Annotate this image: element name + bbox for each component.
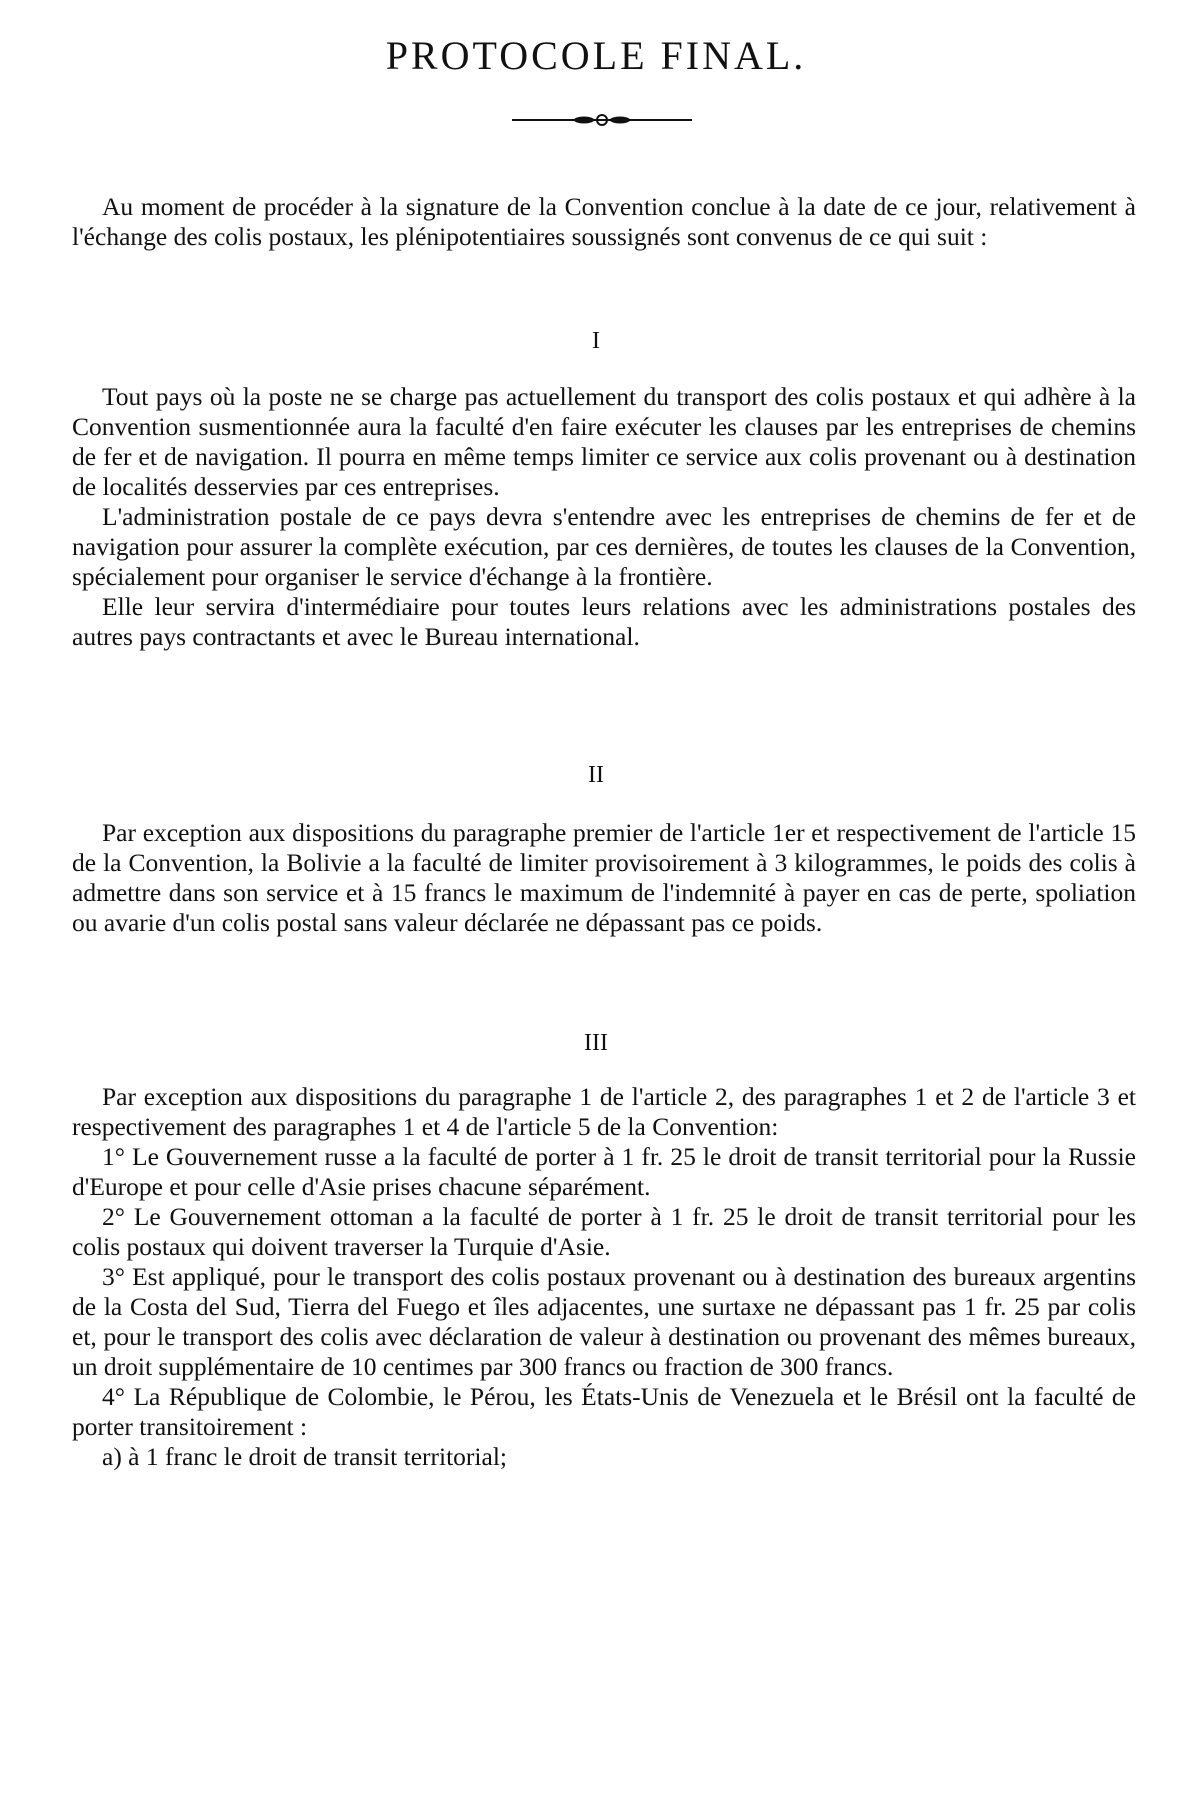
page-title: PROTOCOLE FINAL. — [385, 33, 807, 78]
section-number: II — [588, 762, 604, 788]
section-number: III — [584, 1030, 608, 1056]
section-1-paragraph-2: L'administration postale de ce pays devra s'entendre avec les entreprises de chemins de fer et de navigation pour assurer la complète exécution, par ces dernières, de toutes les clauses de la Convention, spécialement pour organiser le service d'échange à la frontière. — [72, 502, 1136, 591]
section-3-item-4: 4° La République de Colombie, le Pérou, les États-Unis de Venezuela et le Brésil ont la faculté de porter transitoirement : — [72, 1382, 1136, 1441]
section-1-paragraph-3: Elle leur servira d'intermédiaire pour toutes leurs relations avec les administrations postales des autres pays contractants et avec le Bureau international. — [72, 592, 1136, 651]
section-3-subitem-a: a) à 1 franc le droit de transit territorial; — [102, 1442, 507, 1471]
section-3-item-1: 1° Le Gouvernement russe a la faculté de porter à 1 fr. 25 le droit de transit territorial pour la Russie d'Europe et pour celle d'Asie prises chacune séparément. — [72, 1142, 1136, 1201]
section-number: I — [592, 328, 600, 354]
section-2-paragraph-1: Par exception aux dispositions du paragraphe premier de l'article 1er et respectivement de l'article 15 de la Convention, la Bolivie a la faculté de limiter provisoirement à 3 kilogrammes, le poids des colis à admettre dans son service et à 15 francs le maximum de l'indemnité à payer en cas de perte, spoliation ou avarie d'un colis postal sans valeur déclarée ne dépassant pas ce poids. — [72, 818, 1136, 937]
section-3-item-2: 2° Le Gouvernement ottoman a la faculté de porter à 1 fr. 25 le droit de transit territorial pour les colis postaux qui doivent traverser la Turquie d'Asie. — [72, 1202, 1136, 1261]
section-1-body — [72, 382, 1136, 652]
section-3-body — [72, 1082, 1136, 1472]
section-3-item-3: 3° Est appliqué, pour le transport des colis postaux provenant ou à destination des bureaux argentins de la Costa del Sud, Tierra del Fuego et îles adjacentes, une surtaxe ne dépassant pas 1 fr. 25 par colis et, pour le transport des colis avec déclaration de valeur à destination ou provenant des mêmes bureaux, un droit supplémentaire de 10 centimes par 300 francs ou fraction de 300 francs. — [72, 1262, 1136, 1381]
section-3-paragraph-1: Par exception aux dispositions du paragraphe 1 de l'article 2, des paragraphes 1 et 2 de l'article 3 et respectivement des paragraphes 1 et 4 de l'article 5 de la Convention: — [72, 1082, 1136, 1141]
intro-paragraph: Au moment de procéder à la signature de la Convention conclue à la date de ce jour, relativement à l'échange des colis postaux, les plénipotentiaires soussignés sont convenus de ce qui suit : — [72, 192, 1136, 251]
section-2-body — [72, 818, 1136, 938]
ornament-divider — [512, 114, 692, 126]
section-1-paragraph-1: Tout pays où la poste ne se charge pas actuellement du transport des colis postaux et qui adhère à la Convention susmentionnée aura la faculté d'en faire exécuter les clauses par les entreprises de chemins de fer et de navigation. Il pourra en même temps limiter ce service aux colis provenant ou à destination de localités desservies par ces entreprises. — [72, 382, 1136, 501]
intro-block — [72, 192, 1136, 252]
